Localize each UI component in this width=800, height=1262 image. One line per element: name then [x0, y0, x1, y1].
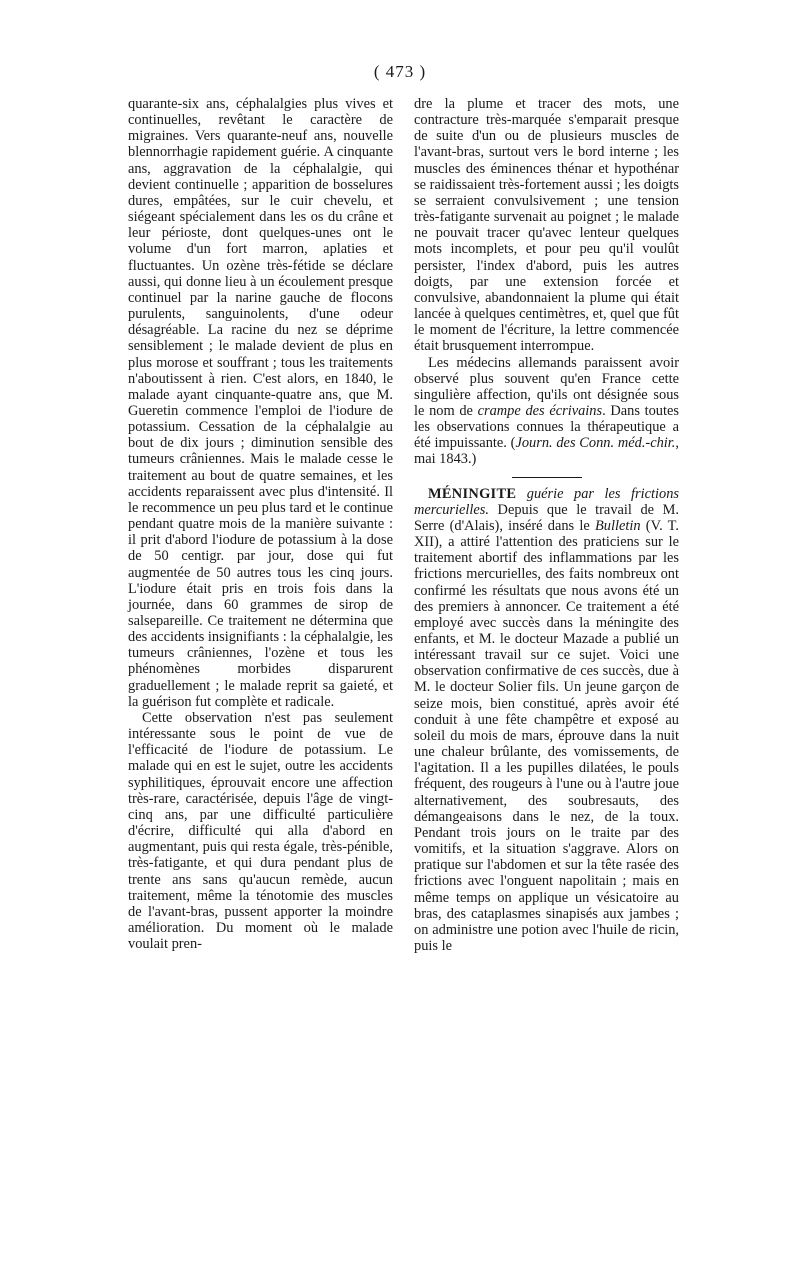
page-number: ( 473 ) — [373, 62, 427, 81]
section-title: MÉNINGITE — [428, 485, 517, 502]
text-run: , mai 1843.) — [414, 435, 680, 468]
section-meningite — [414, 486, 679, 955]
section-divider — [512, 477, 582, 478]
right-paragraph-1: dre la plume et tracer des mots, une contracture très-marquée s'emparait presque de suite d'un ou de plusieurs muscles de l'avant-bras, surtout vers le bord interne ; les muscles des éminences thénar et hypothénar se raidissaient très-fortement aussi ; les doigts se serraient convulsivement ; une tension très-fatigante survenait au poignet ; le malade ne pouvait tracer qu'avec lenteur quelques mots incomplets, et pour peu qu'il voulût persister, l'index d'abord, puis les autres doigts, par une extension forcée et convulsive, abandonnaient la plume qui était lancée à quelques centimètres, et, quel que fût le moment de l'écriture, la lettre commencée était brusquement interrompue. — [414, 96, 679, 355]
term-crampe-des-ecrivains: crampe des écrivains — [477, 402, 603, 419]
text-run: Les médecins allemands paraissent avoir observé plus souvent qu'en France cette singulière affection, qu'ils ont désignée sous le nom de — [414, 354, 679, 419]
left-paragraph-1: quarante-six ans, céphalalgies plus vives et continuelles, revêtant le caractère de migraines. Vers quarante-neuf ans, nouvelle blennorrhagie rapidement guérie. A cinquante ans, aggravation de la céphalalgie, qui devient continuelle ; apparition de bosselures dures, empâtées, sur le cuir chevelu, et siégeant spécialement dans les os du crâne et leur périoste, dont quelques-unes ont le volume d'un fort marron, aplaties et fluctuantes. Un ozène très-fétide se déclare aussi, qui donne lieu à un écoulement presque continuel par la narine gauche de flocons purulents, sanguinolents, d'une odeur désagréable. La racine du nez se déprime sensiblement ; le malade devient de plus en plus morose et souffrant ; tous les traitements n'aboutissent à rien. C'est alors, en 1840, le malade ayant cinquante-quatre ans, que M. Gueretin commence l'emploi de l'iodure de potassium. Cessation de la céphalalgie au bout de dix jours ; diminution sensible des tumeurs crâniennes. Mais le malade cesse le traitement au bout de quatre semaines, et les accidents reparaissent avec plus d'intensité. Il le recommence un peu plus tard et le continue pendant quatre mois de la manière suivante : il prit d'abord l'iodure de potassium à la dose de 50 centigr. par jour, dose qui fut augmentée de 50 autres tous les cinq jours. L'iodure était pris en trois fois dans la journée, dans 60 grammes de sirop de salsepareille. Ce traitement ne détermina que des accidents insignifiants : la céphalalgie, les tumeurs crâniennes, l'ozène et tous les phénomènes morbides disparurent graduellement ; le malade reprit sa gaieté, et la guérison fut complète et radicale. — [128, 96, 393, 710]
right-paragraph-2 — [414, 355, 679, 468]
text-run: Depuis que le travail de M. Serre (d'Alais), inséré dans le — [414, 501, 679, 534]
text-run: (V. T. XII), a attiré l'attention des praticiens sur le traitement abortif des inflammations par les frictions mercurielles, des faits nombreux ont confirmé les résultats que nous avons été un des premiers à annoncer. Ce traitement a été employé avec succès dans la méningite des enfants, et M. le docteur Mazade a publié un intéressant travail sur ce sujet. Voici une observation confirmative de ces succès, due à M. le docteur Solier fils. Un jeune garçon de seize mois, bien constitué, après avoir été conduit à une fête champêtre et exposé au soleil du mois de mars, éprouve dans la nuit une chaleur brûlante, des vomissements, de l'agitation. Il a les pupilles dilatées, le pouls fréquent, des rougeurs à l'une ou à l'autre joue alternativement, des soubresauts, des démangeaisons dans le nez, de la toux. Pendant trois jours on le traite par des vomitifs, et la situation s'aggrave. Alors on pratique sur l'abdomen et sur la tête rasée des frictions avec l'onguent napolitain ; mais en même temps on applique un vésicatoire au bras, des cataplasmes sinapisés aux jambes ; on administre une potion avec l'huile de ricin, puis le — [414, 517, 679, 954]
source-citation: Journ. des Conn. méd.-chir. — [515, 435, 676, 452]
text-run: . Dans toutes les observations connues la thérapeutique a été impuissante. ( — [414, 402, 679, 452]
left-column — [128, 96, 393, 952]
right-column — [414, 96, 679, 954]
section-subtitle: guérie par les frictions mercurielles. — [414, 485, 679, 518]
journal-bulletin: Bulletin — [594, 517, 641, 534]
left-paragraph-2: Cette observation n'est pas seulement intéressante sous le point de vue de l'efficacité de l'iodure de potassium. Le malade qui en est le sujet, outre les accidents syphilitiques, éprouvait encore une affection très-rare, caractérisée, depuis l'âge de vingt-cinq ans, par une difficulté particulière d'écrire, difficulté qui alla d'abord en augmentant, puis qui resta égale, très-pénible, très-fatigante, et qui dura pendant plus de trente ans sans qu'aucun remède, aucun traitement, même la ténotomie des muscles de l'avant-bras, pussent apporter la moindre amélioration. Du moment où le malade voulait pren- — [128, 709, 393, 953]
